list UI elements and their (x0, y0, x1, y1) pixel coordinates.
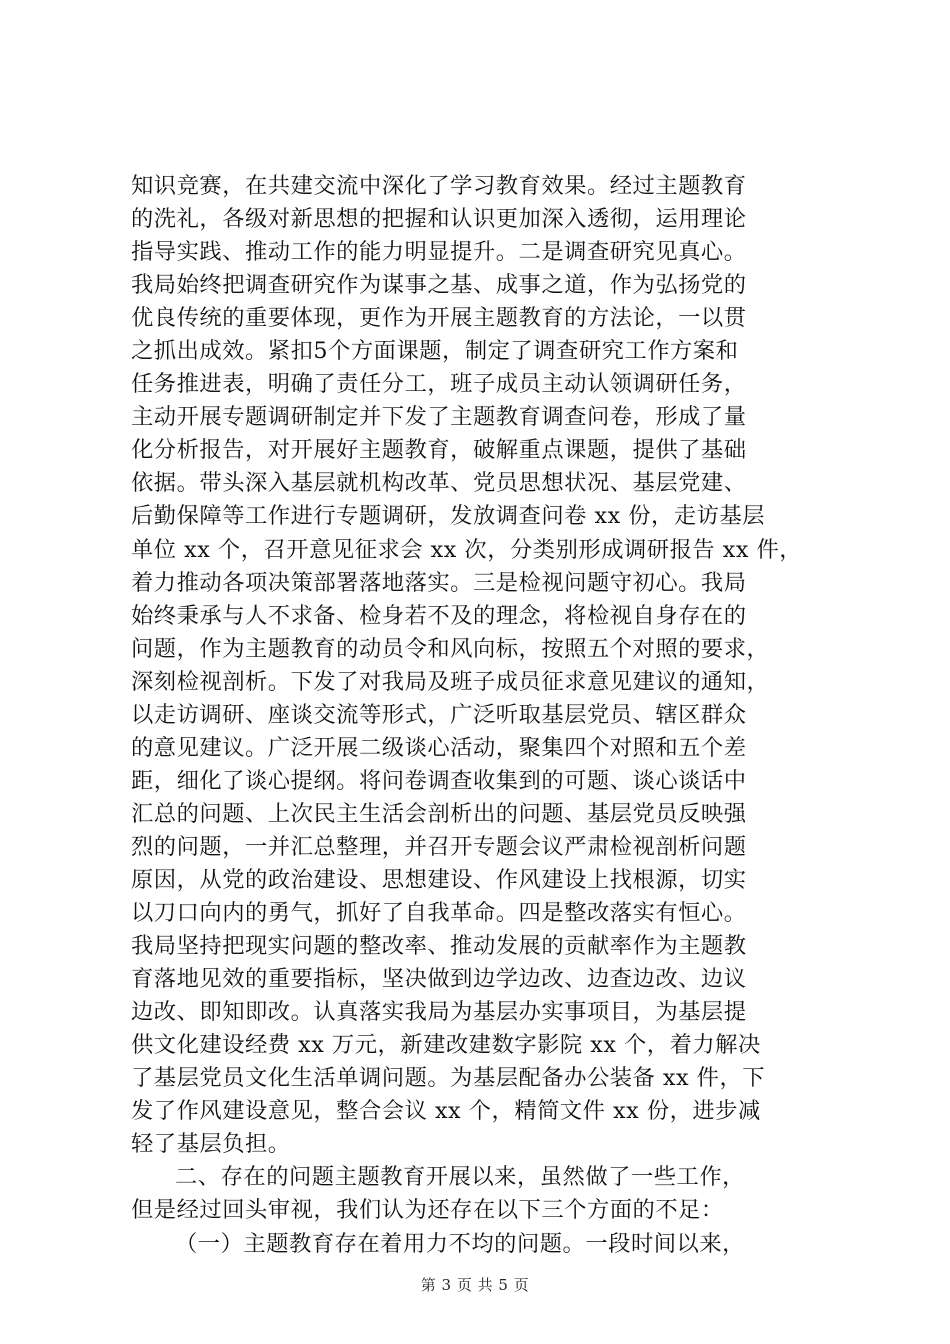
text-line: 发了作风建设意见，整合会议 xx 个，精简文件 xx 份，进步减 (131, 1098, 761, 1125)
text-line: 指导实践、推动工作的能力明显提升。二是调查研究见真心。 (131, 239, 747, 266)
text-line: 依据。带头深入基层就机构改革、党员思想状况、基层党建、 (131, 470, 747, 497)
text-line: 以刀口向内的勇气，抓好了自我革命。四是整改落实有恒心。 (131, 900, 747, 927)
text-line: 单位 xx 个，召开意见征求会 xx 次，分类别形成调研报告 xx 件， (131, 536, 803, 563)
document-body (131, 170, 821, 1261)
text-line: 优良传统的重要体现，更作为开展主题教育的方法论，一以贯 (131, 305, 747, 332)
text-line: 烈的问题，一并汇总整理，并召开专题会议严肃检视剖析问题 (131, 833, 747, 860)
text-line: 我局始终把调查研究作为谋事之基、成事之道，作为弘扬党的 (131, 272, 747, 299)
text-line: 后勤保障等工作进行专题调研，发放调查问卷 xx 份，走访基层 (131, 503, 766, 530)
text-line: 任务推进表，明确了责任分工，班子成员主动认领调研任务， (131, 371, 747, 398)
text-line: 供文化建设经费 xx 万元，新建改建数字影院 xx 个，着力解决 (131, 1032, 761, 1059)
text-line: 汇总的问题、上次民主生活会剖析出的问题、基层党员反映强 (131, 800, 747, 827)
text-line: 主动开展专题调研制定并下发了主题教育调查问卷，形成了量 (131, 404, 747, 431)
text-line: 的洗礼，各级对新思想的把握和认识更加深入透彻，运用理论 (131, 206, 747, 233)
text-line: 我局坚持把现实问题的整改率、推动发展的贡献率作为主题教 (131, 933, 747, 960)
text-line: 原因，从党的政治建设、思想建设、作风建设上找根源，切实 (131, 866, 747, 893)
text-line: 二、存在的问题主题教育开展以来，虽然做了一些工作， (175, 1164, 745, 1191)
text-line: 边改、即知即改。认真落实我局为基层办实事项目，为基层提 (131, 999, 747, 1026)
text-line: 着力推动各项决策部署落地落实。三是检视问题守初心。我局 (131, 569, 747, 596)
text-line: 但是经过回头审视，我们认为还存在以下三个方面的不足： (131, 1197, 724, 1224)
text-line: 化分析报告，对开展好主题教育，破解重点课题，提供了基础 (131, 437, 747, 464)
text-line: 问题，作为主题教育的动员令和风向标，按照五个对照的要求， (131, 635, 770, 662)
text-line: 了基层党员文化生活单调问题。为基层配备办公装备 xx 件，下 (131, 1065, 766, 1092)
text-line: 的意见建议。广泛开展二级谈心活动，聚集四个对照和五个差 (131, 734, 747, 761)
text-line: 轻了基层负担。 (131, 1131, 291, 1158)
text-line: 育落地见效的重要指标，坚决做到边学边改、边查边改、边议 (131, 966, 747, 993)
text-line: 距，细化了谈心提纲。将问卷调查收集到的可题、谈心谈话中 (131, 767, 747, 794)
text-line: 之抓出成效。紧扣5个方面课题，制定了调查研究工作方案和 (131, 338, 739, 365)
text-line: 以走访调研、座谈交流等形式，广泛听取基层党员、辖区群众 (131, 701, 747, 728)
page-footer: 第 3 页 共 5 页 (420, 1276, 530, 1294)
text-line: 知识竞赛，在共建交流中深化了学习教育效果。经过主题教育 (131, 173, 747, 199)
text-line: 始终秉承与人不求备、检身若不及的理念，将检视自身存在的 (131, 602, 747, 629)
text-line: 深刻检视剖析。下发了对我局及班子成员征求意见建议的通知， (131, 668, 770, 695)
text-line: （一）主题教育存在着用力不均的问题。一段时间以来， (175, 1230, 745, 1257)
